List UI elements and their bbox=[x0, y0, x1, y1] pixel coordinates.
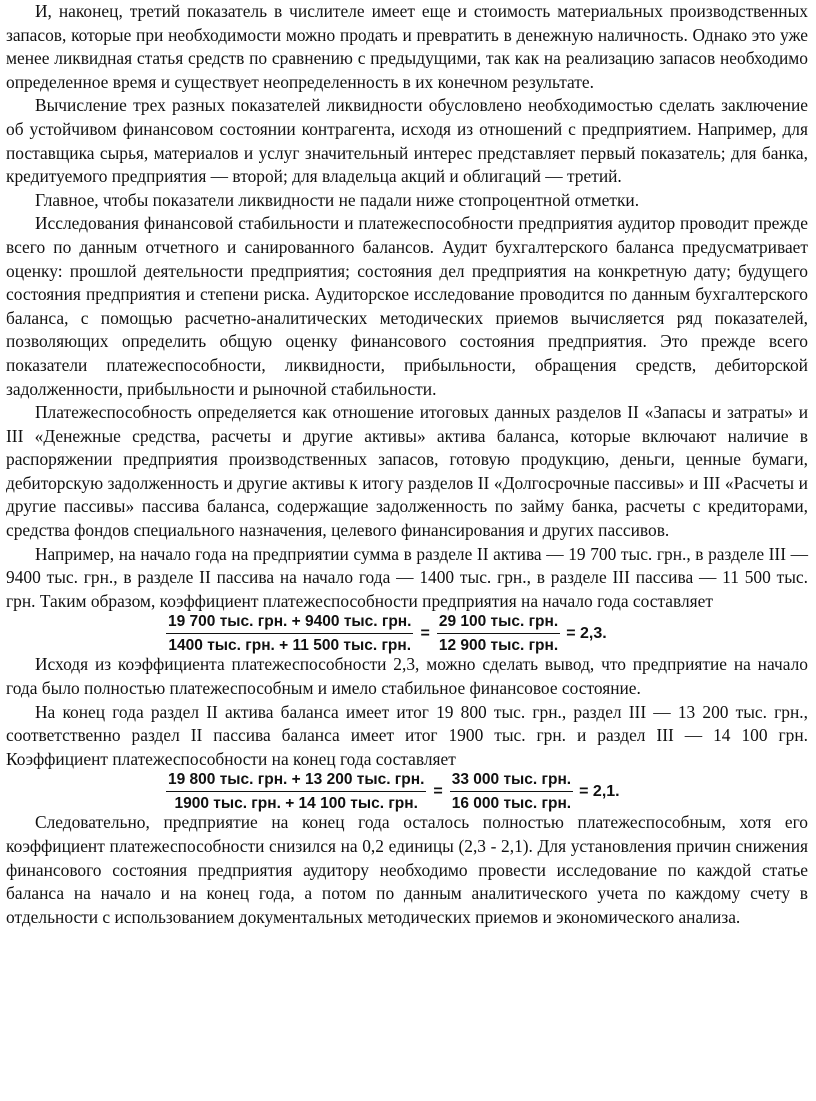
paragraph: Следовательно, предприятие на конец года осталось полностью платежеспособным, хотя его коэффициент платежеспособности снизился на 0,2 единицы (2,3 - 2,1). Для установления причин снижения финансового состояния предприятия аудитору необходимо провести исследование по каждой статье баланса на начало и на конец года, а потом по данным аналитического учета по каждому счету в отдельности с использованием документальных методических приемов и экономического анализа. bbox=[6, 812, 808, 927]
formula-result: = 2,3. bbox=[566, 624, 607, 642]
paragraph: Например, на начало года на предприятии сумма в разделе II актива — 19 700 тыс. грн., в разделе III — 9400 тыс. грн., в разделе II пассива на начало года — 1400 тыс. грн., в разделе III пассива — 11 500 тыс. грн. Таким образом, коэффициент платежеспособности предприятия на начало года составляет bbox=[6, 543, 808, 611]
equals-sign: = bbox=[433, 782, 443, 800]
formula-result: = 2,1. bbox=[579, 782, 620, 800]
paragraph: На конец года раздел II актива баланса имеет итог 19 800 тыс. грн., раздел III — 13 200 тыс. грн., соответственно раздел II пассива баланса имеет итог 1900 тыс. грн. и раздел III — 14 100 грн. Коэффициент платежеспособности на конец года составляет bbox=[6, 701, 808, 769]
paragraph: Исследования финансовой стабильности и платежеспособности предприятия аудитор проводит прежде всего по данным отчетного и санированного балансов. Аудит бухгалтерского баланса предусматривает оценку: прошлой деятельности предприятия; состояния дел предприятия на конкретную дату; будущего состояния предприятия и степени риска. Аудиторское исследование проводится по данным бухгалтерского баланса, с помощью расчетно-аналитических методических приемов вычисляется ряд показателей, позволяющих определить общую оценку финансового состояния предприятия. Это прежде всего показатели платежеспособности, ликвидности, прибыльности, обращения средств, дебиторской задолженности, прибыльности и рыночной стабильности. bbox=[6, 213, 808, 399]
formula-end-of-year bbox=[6, 772, 808, 811]
fraction-numerator: 33 000 тыс. грн. bbox=[450, 772, 573, 792]
fraction-total bbox=[437, 614, 560, 653]
fraction-numerator: 19 800 тыс. грн. + 13 200 тыс. грн. bbox=[166, 772, 426, 792]
fraction-sum bbox=[166, 614, 413, 653]
equals-sign: = bbox=[420, 624, 430, 642]
paragraph: Платежеспособность определяется как отношение итоговых данных разделов II «Запасы и затраты» и III «Денежные средства, расчеты и другие активы» актива баланса, которые включают наличие в распоряжении предприятия производственных запасов, готовую продукцию, деньги, ценные бумаги, дебиторскую задолженность и другие активы к итогу разделов II «Долгосрочные пассивы» и III «Расчеты и другие пассивы» пассива баланса, содержащие задолженность по займу банка, расчеты с кредиторами, средства фондов специального назначения, целевого финансирования и других пассивов. bbox=[6, 402, 808, 541]
fraction-denominator: 1400 тыс. грн. + 11 500 тыс. грн. bbox=[168, 636, 412, 654]
fraction-denominator: 1900 тыс. грн. + 14 100 тыс. грн. bbox=[174, 794, 418, 812]
formula-start-of-year bbox=[6, 614, 808, 653]
paragraph: Главное, чтобы показатели ликвидности не падали ниже стопроцентной отметки. bbox=[35, 189, 640, 210]
fraction-denominator: 16 000 тыс. грн. bbox=[451, 794, 572, 812]
paragraph: Исходя из коэффициента платежеспособности 2,3, можно сделать вывод, что предприятие на начало года было полностью платежеспособным и имело стабильное финансовое состояние. bbox=[6, 654, 808, 699]
fraction-denominator: 12 900 тыс. грн. bbox=[438, 636, 559, 654]
paragraph: Вычисление трех разных показателей ликвидности обусловлено необходимостью сделать заключение об устойчивом финансовом состоянии контрагента, исходя из отношений с предприятием. Например, для поставщика сырья, материалов и услуг значительный интерес представляет первый показатель; для банка, кредитуемого предприятия — второй; для владельца акций и облигаций — третий. bbox=[6, 95, 808, 187]
paragraph: И, наконец, третий показатель в числителе имеет еще и стоимость материальных производственных запасов, которые при необходимости можно продать и превратить в денежную наличность. Однако это уже менее ликвидная статья средств по сравнению с предыдущими, так как на реализацию запасов необходимо определенное время и существует неопределенность в их конечном результате. bbox=[6, 1, 808, 92]
fraction-total bbox=[450, 772, 573, 811]
fraction-numerator: 29 100 тыс. грн. bbox=[437, 614, 560, 634]
fraction-sum bbox=[166, 772, 426, 811]
fraction-numerator: 19 700 тыс. грн. + 9400 тыс. грн. bbox=[166, 614, 413, 634]
